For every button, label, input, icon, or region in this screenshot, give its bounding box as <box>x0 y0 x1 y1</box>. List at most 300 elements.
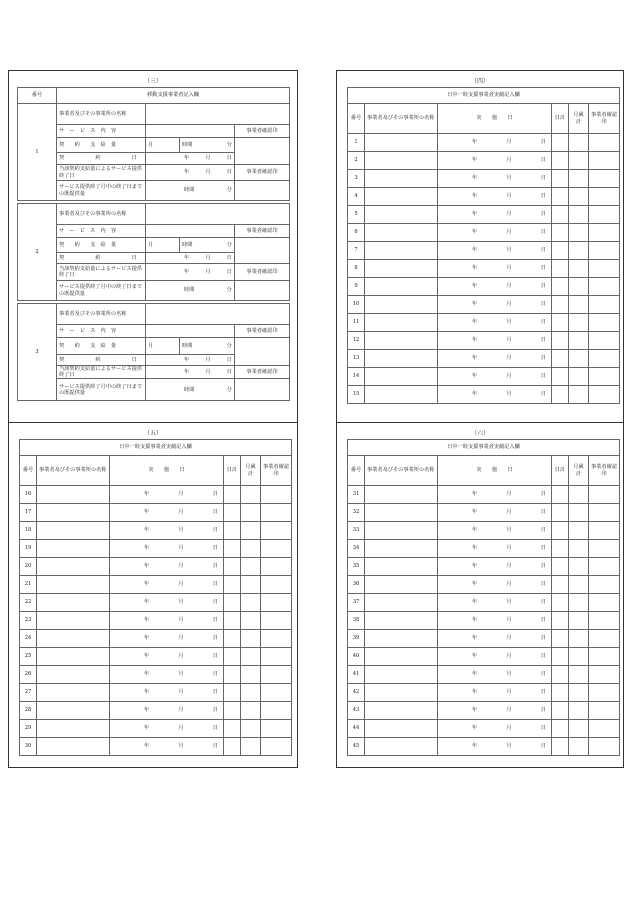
provider-seal-field[interactable] <box>589 576 620 594</box>
provider-seal-field[interactable] <box>589 720 620 738</box>
implementation-date-field[interactable] <box>438 206 552 224</box>
provider-name-field[interactable] <box>365 152 438 170</box>
contract-month-field[interactable] <box>146 238 180 253</box>
implementation-date-field[interactable] <box>438 666 552 684</box>
monthly-cumulative-field[interactable] <box>569 558 589 576</box>
daily-total-field[interactable] <box>224 522 241 540</box>
provider-seal-field[interactable] <box>589 350 620 368</box>
unit-year: 年 <box>472 653 478 660</box>
provider-name-field[interactable] <box>146 204 290 225</box>
daily-total-field[interactable] <box>552 332 569 350</box>
daily-total-field[interactable] <box>224 594 241 612</box>
implementation-date-field[interactable] <box>438 260 552 278</box>
provider-name-field[interactable] <box>365 314 438 332</box>
monthly-cumulative-field[interactable] <box>569 332 589 350</box>
implementation-date-field[interactable] <box>110 576 224 594</box>
monthly-cumulative-field[interactable] <box>569 540 589 558</box>
implementation-date-field[interactable] <box>110 504 224 522</box>
unit-day: 日 <box>540 157 546 164</box>
daily-total-field[interactable] <box>224 666 241 684</box>
monthly-cumulative-field[interactable] <box>241 702 261 720</box>
provider-seal-field[interactable] <box>589 386 620 404</box>
provider-name-field[interactable] <box>365 206 438 224</box>
provider-seal-field[interactable] <box>589 278 620 296</box>
provider-name-field[interactable] <box>37 576 110 594</box>
implementation-date-field[interactable] <box>438 540 552 558</box>
row-number: 11 <box>348 314 365 332</box>
provider-seal-field[interactable] <box>589 170 620 188</box>
provider-name-field[interactable] <box>365 332 438 350</box>
implementation-date-field[interactable] <box>110 540 224 558</box>
unit-day: 日 <box>212 671 218 678</box>
unit-minutes: 分 <box>226 386 232 393</box>
monthly-cumulative-field[interactable] <box>241 576 261 594</box>
daily-total-field[interactable] <box>552 558 569 576</box>
provider-seal-field-2[interactable] <box>235 281 290 301</box>
unit-month: 月 <box>506 391 512 398</box>
implementation-date-field[interactable] <box>110 648 224 666</box>
monthly-cumulative-field[interactable] <box>569 368 589 386</box>
row-number: 16 <box>20 486 37 504</box>
provider-seal-field[interactable] <box>589 224 620 242</box>
implementation-date-field[interactable] <box>438 522 552 540</box>
row-number: 12 <box>348 332 365 350</box>
provider-name-field[interactable] <box>365 386 438 404</box>
daily-total-field[interactable] <box>224 684 241 702</box>
daily-total-field[interactable] <box>552 504 569 522</box>
unit-day: 日 <box>212 743 218 750</box>
daily-total-field[interactable] <box>224 540 241 558</box>
daily-total-field[interactable] <box>552 152 569 170</box>
daily-total-field[interactable] <box>552 684 569 702</box>
provider-seal-field[interactable] <box>261 738 292 756</box>
monthly-cumulative-field[interactable] <box>569 684 589 702</box>
provider-seal-field[interactable] <box>235 338 290 366</box>
provider-name-field[interactable] <box>365 648 438 666</box>
provider-seal-field[interactable] <box>589 314 620 332</box>
provider-name-field[interactable] <box>37 630 110 648</box>
provider-name-field[interactable] <box>365 630 438 648</box>
unit-month: 月 <box>506 743 512 750</box>
provider-name-field[interactable] <box>37 504 110 522</box>
unit-day: 日 <box>540 491 546 498</box>
monthly-cumulative-field[interactable] <box>569 206 589 224</box>
provider-name-field[interactable] <box>365 486 438 504</box>
implementation-date-field[interactable] <box>438 720 552 738</box>
unit-month: 月 <box>506 545 512 552</box>
provider-name-field[interactable] <box>37 684 110 702</box>
daily-total-field[interactable] <box>552 486 569 504</box>
provider-seal-field[interactable] <box>589 684 620 702</box>
daily-total-field[interactable] <box>552 594 569 612</box>
entry-number: 3 <box>18 304 57 401</box>
provider-name-field[interactable] <box>365 684 438 702</box>
col-header-implementation-date: 実 施 日 <box>110 456 224 486</box>
implementation-date-field[interactable] <box>438 278 552 296</box>
provider-seal-field[interactable] <box>589 152 620 170</box>
monthly-cumulative-field[interactable] <box>569 486 589 504</box>
monthly-cumulative-field[interactable] <box>569 242 589 260</box>
monthly-cumulative-field[interactable] <box>569 504 589 522</box>
panel-number: （三） <box>143 78 162 85</box>
row-number: 15 <box>348 386 365 404</box>
provider-seal-field[interactable] <box>589 260 620 278</box>
provider-name-field[interactable] <box>365 612 438 630</box>
provider-seal-field[interactable] <box>589 612 620 630</box>
daily-total-field[interactable] <box>552 540 569 558</box>
implementation-date-field[interactable] <box>110 630 224 648</box>
row-number: 22 <box>20 594 37 612</box>
monthly-cumulative-field[interactable] <box>569 224 589 242</box>
provider-name-field[interactable] <box>365 666 438 684</box>
row-number: 37 <box>348 594 365 612</box>
daily-total-field[interactable] <box>552 612 569 630</box>
unit-year: 年 <box>144 689 150 696</box>
monthly-cumulative-field[interactable] <box>241 630 261 648</box>
implementation-date-field[interactable] <box>438 386 552 404</box>
monthly-cumulative-field[interactable] <box>241 486 261 504</box>
contract-month-field[interactable] <box>146 338 180 355</box>
daily-total-field[interactable] <box>224 576 241 594</box>
service-end-date-field[interactable] <box>146 165 235 181</box>
monthly-cumulative-field[interactable] <box>569 152 589 170</box>
table-row <box>348 314 620 332</box>
service-content-field[interactable] <box>146 325 235 338</box>
implementation-date-field[interactable] <box>110 666 224 684</box>
implementation-date-field[interactable] <box>110 684 224 702</box>
provider-name-field[interactable] <box>37 738 110 756</box>
implementation-date-field[interactable] <box>110 738 224 756</box>
monthly-cumulative-field[interactable] <box>569 666 589 684</box>
monthly-cumulative-field[interactable] <box>241 648 261 666</box>
provider-seal-field[interactable] <box>261 720 292 738</box>
unit-year: 年 <box>144 635 150 642</box>
provider-name-field[interactable] <box>365 738 438 756</box>
provider-name-field[interactable] <box>37 540 110 558</box>
provider-seal-field[interactable] <box>589 296 620 314</box>
unit-year: 年 <box>472 545 478 552</box>
implementation-date-field[interactable] <box>438 630 552 648</box>
daily-total-field[interactable] <box>552 242 569 260</box>
provider-seal-field[interactable] <box>261 666 292 684</box>
monthly-cumulative-field[interactable] <box>569 278 589 296</box>
provider-name-field[interactable] <box>365 594 438 612</box>
provider-name-field[interactable] <box>365 558 438 576</box>
provider-name-field[interactable] <box>365 296 438 314</box>
daily-total-field[interactable] <box>552 720 569 738</box>
monthly-cumulative-field[interactable] <box>569 170 589 188</box>
implementation-date-field[interactable] <box>438 558 552 576</box>
provider-seal-field[interactable] <box>589 188 620 206</box>
provider-name-field[interactable] <box>365 260 438 278</box>
provider-name-field[interactable] <box>37 612 110 630</box>
implementation-date-field[interactable] <box>438 350 552 368</box>
provider-seal-field[interactable] <box>589 630 620 648</box>
monthly-cumulative-field[interactable] <box>569 314 589 332</box>
implementation-date-field[interactable] <box>438 188 552 206</box>
table-row <box>348 540 620 558</box>
provider-seal-field[interactable] <box>235 138 290 165</box>
row-number: 2 <box>348 152 365 170</box>
unit-day: 日 <box>540 337 546 344</box>
provider-seal-field[interactable] <box>261 486 292 504</box>
provider-name-field[interactable] <box>365 278 438 296</box>
provider-seal-field[interactable] <box>261 648 292 666</box>
daily-total-field[interactable] <box>224 612 241 630</box>
unit-year: 年 <box>472 635 478 642</box>
monthly-cumulative-field[interactable] <box>569 134 589 152</box>
row-number: 10 <box>348 296 365 314</box>
monthly-cumulative-field[interactable] <box>569 260 589 278</box>
row-number: 31 <box>348 486 365 504</box>
provider-name-field[interactable] <box>365 522 438 540</box>
provider-name-field[interactable] <box>37 522 110 540</box>
provider-seal-field[interactable] <box>261 612 292 630</box>
daily-total-field[interactable] <box>552 224 569 242</box>
provider-seal-field[interactable] <box>589 648 620 666</box>
daily-total-field[interactable] <box>552 260 569 278</box>
implementation-date-field[interactable] <box>438 224 552 242</box>
service-end-date-field[interactable] <box>146 366 235 379</box>
provider-seal-field-2[interactable] <box>235 181 290 201</box>
monthly-cumulative-field[interactable] <box>569 188 589 206</box>
implementation-date-field[interactable] <box>438 134 552 152</box>
provider-seal-field[interactable] <box>589 504 620 522</box>
contract-date-field[interactable] <box>146 355 235 366</box>
monthly-cumulative-field[interactable] <box>569 720 589 738</box>
provider-name-field[interactable] <box>37 594 110 612</box>
monthly-cumulative-field[interactable] <box>569 702 589 720</box>
contract-date-field[interactable] <box>146 153 235 165</box>
daily-total-field[interactable] <box>552 206 569 224</box>
unit-day: 日 <box>212 653 218 660</box>
daily-total-field[interactable] <box>224 504 241 522</box>
provider-seal-field[interactable] <box>261 702 292 720</box>
implementation-date-field[interactable] <box>438 738 552 756</box>
provider-name-field[interactable] <box>365 540 438 558</box>
implementation-date-field[interactable] <box>438 504 552 522</box>
monthly-cumulative-field[interactable] <box>569 648 589 666</box>
implementation-date-field[interactable] <box>110 720 224 738</box>
implementation-date-field[interactable] <box>438 314 552 332</box>
implementation-date-field[interactable] <box>438 332 552 350</box>
daily-total-field[interactable] <box>224 558 241 576</box>
unit-day: 日 <box>226 254 232 261</box>
monthly-cumulative-field[interactable] <box>569 386 589 404</box>
contract-date-field[interactable] <box>146 253 235 264</box>
row-number: 7 <box>348 242 365 260</box>
provider-name-field[interactable] <box>37 486 110 504</box>
implementation-date-field[interactable] <box>438 296 552 314</box>
provider-seal-field[interactable] <box>589 738 620 756</box>
provider-seal-field[interactable] <box>261 522 292 540</box>
monthly-cumulative-field[interactable] <box>241 522 261 540</box>
row-number: 14 <box>348 368 365 386</box>
daily-total-field[interactable] <box>552 188 569 206</box>
table-row <box>20 540 292 558</box>
provider-seal-field[interactable] <box>261 594 292 612</box>
table-row <box>348 630 620 648</box>
implementation-date-field[interactable] <box>110 486 224 504</box>
daily-total-field[interactable] <box>552 350 569 368</box>
daily-total-field[interactable] <box>552 368 569 386</box>
daily-total-field[interactable] <box>224 720 241 738</box>
provider-seal-field[interactable] <box>589 666 620 684</box>
monthly-cumulative-field[interactable] <box>241 504 261 522</box>
daily-total-field[interactable] <box>224 630 241 648</box>
monthly-cumulative-field[interactable] <box>569 630 589 648</box>
provider-name-field[interactable] <box>146 304 290 325</box>
daily-total-field[interactable] <box>552 522 569 540</box>
panel-daytime-support-2 <box>8 422 298 768</box>
provider-seal-field[interactable] <box>589 134 620 152</box>
provider-seal-field[interactable] <box>589 558 620 576</box>
daily-total-field[interactable] <box>552 386 569 404</box>
daily-total-field[interactable] <box>552 278 569 296</box>
provider-name-field[interactable] <box>365 720 438 738</box>
implementation-date-field[interactable] <box>438 612 552 630</box>
implementation-date-field[interactable] <box>438 702 552 720</box>
provider-seal-field[interactable] <box>589 332 620 350</box>
provider-seal-field[interactable] <box>589 486 620 504</box>
provider-seal-field[interactable] <box>261 630 292 648</box>
label-provider-name: 事業者及びその事業所の名称 <box>57 104 146 125</box>
implementation-date-field[interactable] <box>110 612 224 630</box>
service-content-field[interactable] <box>146 125 235 138</box>
monthly-cumulative-field[interactable] <box>569 350 589 368</box>
daily-total-field[interactable] <box>552 576 569 594</box>
unit-month: 月 <box>148 342 154 349</box>
implementation-date-field[interactable] <box>438 170 552 188</box>
monthly-cumulative-field[interactable] <box>241 720 261 738</box>
implementation-date-field[interactable] <box>438 576 552 594</box>
unit-day: 日 <box>540 545 546 552</box>
implementation-date-field[interactable] <box>438 368 552 386</box>
implementation-date-field[interactable] <box>110 522 224 540</box>
provider-name-field[interactable] <box>365 350 438 368</box>
provider-seal-field[interactable] <box>589 594 620 612</box>
provider-seal-field[interactable] <box>261 504 292 522</box>
provider-name-field[interactable] <box>37 558 110 576</box>
provider-name-field[interactable] <box>365 134 438 152</box>
provider-name-field[interactable] <box>37 702 110 720</box>
implementation-date-field[interactable] <box>110 558 224 576</box>
row-number: 23 <box>20 612 37 630</box>
daily-total-field[interactable] <box>552 296 569 314</box>
monthly-cumulative-field[interactable] <box>569 576 589 594</box>
daily-total-field[interactable] <box>224 738 241 756</box>
daily-total-field[interactable] <box>552 666 569 684</box>
daily-total-field[interactable] <box>224 486 241 504</box>
monthly-cumulative-field[interactable] <box>569 522 589 540</box>
provider-name-field[interactable] <box>37 720 110 738</box>
monthly-cumulative-field[interactable] <box>241 594 261 612</box>
daily-total-field[interactable] <box>552 738 569 756</box>
provider-seal-field-2[interactable] <box>235 379 290 401</box>
contract-hours-field[interactable] <box>180 138 235 153</box>
implementation-date-field[interactable] <box>110 702 224 720</box>
unit-month: 月 <box>178 725 184 732</box>
implementation-date-field[interactable] <box>110 594 224 612</box>
provider-name-field[interactable] <box>365 188 438 206</box>
unit-day: 日 <box>540 599 546 606</box>
provider-seal-field[interactable] <box>589 702 620 720</box>
provider-seal-field[interactable] <box>589 206 620 224</box>
daily-total-field[interactable] <box>552 314 569 332</box>
monthly-cumulative-field[interactable] <box>241 684 261 702</box>
provider-name-field[interactable] <box>365 224 438 242</box>
daily-total-field[interactable] <box>224 702 241 720</box>
provided-amount-field[interactable] <box>146 281 235 301</box>
provider-name-field[interactable] <box>146 104 290 125</box>
provided-amount-field[interactable] <box>146 379 235 401</box>
table-row <box>348 504 620 522</box>
monthly-cumulative-field[interactable] <box>241 738 261 756</box>
implementation-date-field[interactable] <box>438 648 552 666</box>
label-provided-amount: サービス提供終了月中の終了日までの既提供量 <box>57 281 146 301</box>
monthly-cumulative-field[interactable] <box>569 594 589 612</box>
daily-total-field[interactable] <box>224 648 241 666</box>
provider-name-field[interactable] <box>365 702 438 720</box>
provided-amount-field[interactable] <box>146 181 235 201</box>
contract-month-field[interactable] <box>146 138 180 153</box>
implementation-date-field[interactable] <box>438 152 552 170</box>
contract-hours-field[interactable] <box>180 238 235 253</box>
monthly-cumulative-field[interactable] <box>241 540 261 558</box>
monthly-cumulative-field[interactable] <box>569 738 589 756</box>
provider-name-field[interactable] <box>365 368 438 386</box>
provider-name-field[interactable] <box>365 504 438 522</box>
unit-day: 日 <box>540 671 546 678</box>
daily-total-field[interactable] <box>552 630 569 648</box>
implementation-date-field[interactable] <box>438 242 552 260</box>
implementation-date-field[interactable] <box>438 486 552 504</box>
table-title: 日中一時支援事業者実績記入欄 <box>348 440 620 456</box>
monthly-cumulative-field[interactable] <box>569 612 589 630</box>
monthly-cumulative-field[interactable] <box>241 558 261 576</box>
implementation-date-field[interactable] <box>438 594 552 612</box>
table-row <box>348 242 620 260</box>
provider-name-field[interactable] <box>365 576 438 594</box>
daily-total-field[interactable] <box>552 648 569 666</box>
implementation-date-field[interactable] <box>438 684 552 702</box>
daily-total-field[interactable] <box>552 170 569 188</box>
provider-seal-field[interactable] <box>589 522 620 540</box>
daily-total-field[interactable] <box>552 134 569 152</box>
provider-seal-field[interactable] <box>589 540 620 558</box>
col-header-number: 番号 <box>20 456 37 486</box>
provider-seal-field[interactable] <box>589 368 620 386</box>
service-content-field[interactable] <box>146 225 235 238</box>
monthly-cumulative-field[interactable] <box>241 666 261 684</box>
provider-name-field[interactable] <box>365 242 438 260</box>
provider-seal-field[interactable] <box>261 684 292 702</box>
provider-seal-field[interactable] <box>261 558 292 576</box>
provider-seal-field[interactable] <box>261 540 292 558</box>
provider-name-field[interactable] <box>37 666 110 684</box>
provider-name-field[interactable] <box>365 170 438 188</box>
mobility-entry <box>17 303 290 401</box>
contract-hours-field[interactable] <box>180 338 235 355</box>
daily-total-field[interactable] <box>552 702 569 720</box>
provider-seal-field[interactable] <box>261 576 292 594</box>
provider-seal-field[interactable] <box>235 238 290 264</box>
provider-seal-field[interactable] <box>589 242 620 260</box>
provider-name-field[interactable] <box>37 648 110 666</box>
service-end-date-field[interactable] <box>146 264 235 281</box>
monthly-cumulative-field[interactable] <box>569 296 589 314</box>
monthly-cumulative-field[interactable] <box>241 612 261 630</box>
